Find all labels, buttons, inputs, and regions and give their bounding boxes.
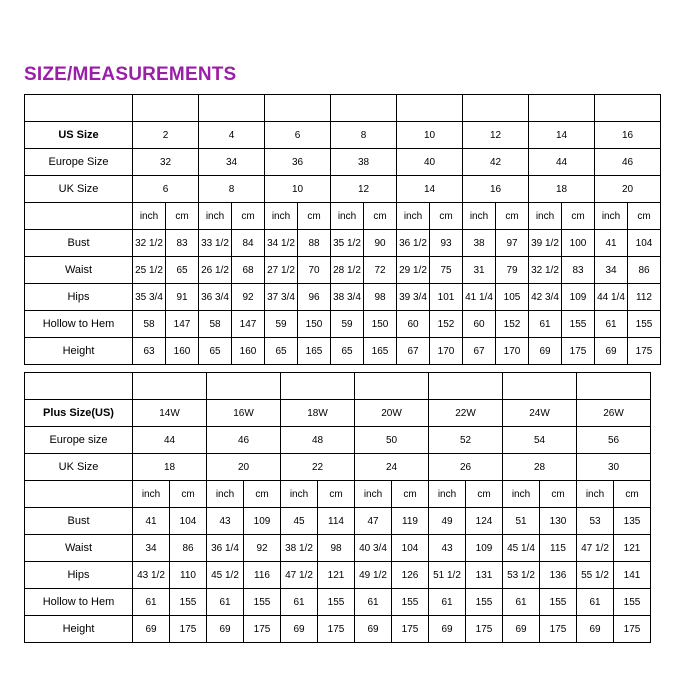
measure-cm-value: 175 [628, 338, 661, 365]
table-row [25, 338, 661, 365]
measure-cm-value: 83 [562, 257, 595, 284]
measure-inch-value: 58 [133, 311, 166, 338]
row-header-label: Waist [25, 535, 133, 562]
measure-inch-value: 41 1/4 [463, 284, 496, 311]
size-value: 52 [429, 427, 503, 454]
size-value: 54 [503, 427, 577, 454]
size-value: 26W [577, 400, 651, 427]
measure-inch-value: 45 1/4 [503, 535, 540, 562]
measure-inch-value: 69 [207, 616, 244, 643]
measure-cm-value: 135 [614, 508, 651, 535]
table-row [25, 311, 661, 338]
measure-cm-value: 86 [628, 257, 661, 284]
plus-size-chart [24, 372, 651, 643]
size-value: 12 [331, 176, 397, 203]
row-header-label: UK Size [25, 454, 133, 481]
measure-inch-value: 60 [397, 311, 430, 338]
measure-inch-value: 38 1/2 [281, 535, 318, 562]
measure-inch-value: 69 [595, 338, 628, 365]
measure-inch-value: 36 3/4 [199, 284, 232, 311]
size-value: 18 [529, 176, 595, 203]
measure-inch-value: 53 [577, 508, 614, 535]
size-value: 38 [331, 149, 397, 176]
unit-cm-label: cm [466, 481, 503, 508]
size-value: 26 [429, 454, 503, 481]
measure-cm-value: 155 [466, 589, 503, 616]
unit-inch-label: inch [463, 203, 496, 230]
size-value: 30 [577, 454, 651, 481]
measure-inch-value: 61 [577, 589, 614, 616]
blank-cell [281, 373, 355, 400]
standard-size-chart [24, 94, 661, 365]
unit-inch-label: inch [397, 203, 430, 230]
measure-inch-value: 61 [503, 589, 540, 616]
measure-inch-value: 41 [595, 230, 628, 257]
measure-inch-value: 51 [503, 508, 540, 535]
size-value: 24W [503, 400, 577, 427]
size-value: 44 [133, 427, 207, 454]
blank-cell [265, 95, 331, 122]
unit-cm-label: cm [244, 481, 281, 508]
measure-cm-value: 92 [244, 535, 281, 562]
unit-inch-label: inch [331, 203, 364, 230]
row-header-label: Waist [25, 257, 133, 284]
unit-cm-label: cm [170, 481, 207, 508]
measure-cm-value: 114 [318, 508, 355, 535]
row-header-label: Hollow to Hem [25, 589, 133, 616]
measure-cm-value: 109 [244, 508, 281, 535]
measure-cm-value: 130 [540, 508, 577, 535]
measure-inch-value: 44 1/4 [595, 284, 628, 311]
measure-cm-value: 101 [430, 284, 463, 311]
size-value: 8 [199, 176, 265, 203]
measure-inch-value: 38 3/4 [331, 284, 364, 311]
blank-cell [577, 373, 651, 400]
measure-inch-value: 26 1/2 [199, 257, 232, 284]
size-value: 10 [265, 176, 331, 203]
unit-cm-label: cm [392, 481, 429, 508]
size-value: 44 [529, 149, 595, 176]
unit-cm-label: cm [562, 203, 595, 230]
blank-cell [199, 95, 265, 122]
unit-inch-label: inch [133, 481, 170, 508]
row-header-label: Hips [25, 284, 133, 311]
measure-inch-value: 69 [355, 616, 392, 643]
measure-inch-value: 58 [199, 311, 232, 338]
measure-inch-value: 29 1/2 [397, 257, 430, 284]
size-value: 8 [331, 122, 397, 149]
measure-cm-value: 110 [170, 562, 207, 589]
plus-size-chart-container [24, 372, 651, 643]
size-value: 40 [397, 149, 463, 176]
blank-cell [503, 373, 577, 400]
measure-inch-value: 38 [463, 230, 496, 257]
measure-inch-value: 43 1/2 [133, 562, 170, 589]
measure-cm-value: 165 [298, 338, 331, 365]
measure-cm-value: 124 [466, 508, 503, 535]
measure-inch-value: 61 [529, 311, 562, 338]
measure-cm-value: 68 [232, 257, 265, 284]
measure-cm-value: 75 [430, 257, 463, 284]
table-row [25, 95, 661, 122]
size-value: 16W [207, 400, 281, 427]
measure-cm-value: 155 [614, 589, 651, 616]
measure-inch-value: 43 [207, 508, 244, 535]
measure-inch-value: 59 [331, 311, 364, 338]
measure-cm-value: 105 [496, 284, 529, 311]
measure-cm-value: 152 [496, 311, 529, 338]
size-value: 4 [199, 122, 265, 149]
measure-cm-value: 150 [298, 311, 331, 338]
measure-cm-value: 147 [166, 311, 199, 338]
unit-cm-label: cm [628, 203, 661, 230]
measure-inch-value: 67 [463, 338, 496, 365]
measure-cm-value: 97 [496, 230, 529, 257]
measure-inch-value: 47 1/2 [281, 562, 318, 589]
measure-cm-value: 141 [614, 562, 651, 589]
size-value: 14 [529, 122, 595, 149]
blank-cell [25, 95, 133, 122]
measure-cm-value: 136 [540, 562, 577, 589]
unit-cm-label: cm [166, 203, 199, 230]
measure-inch-value: 65 [331, 338, 364, 365]
blank-cell [25, 373, 133, 400]
measure-cm-value: 65 [166, 257, 199, 284]
measure-cm-value: 96 [298, 284, 331, 311]
measure-cm-value: 175 [562, 338, 595, 365]
table-row [25, 481, 651, 508]
unit-inch-label: inch [595, 203, 628, 230]
measure-cm-value: 88 [298, 230, 331, 257]
measure-inch-value: 69 [503, 616, 540, 643]
measure-inch-value: 55 1/2 [577, 562, 614, 589]
measure-inch-value: 36 1/2 [397, 230, 430, 257]
measure-inch-value: 32 1/2 [133, 230, 166, 257]
measure-cm-value: 126 [392, 562, 429, 589]
size-value: 22 [281, 454, 355, 481]
table-row [25, 203, 661, 230]
measure-inch-value: 45 [281, 508, 318, 535]
measure-inch-value: 25 1/2 [133, 257, 166, 284]
measure-inch-value: 49 1/2 [355, 562, 392, 589]
size-value: 22W [429, 400, 503, 427]
size-value: 18 [133, 454, 207, 481]
size-value: 14W [133, 400, 207, 427]
measure-cm-value: 104 [170, 508, 207, 535]
page-title: SIZE/MEASUREMENTS [24, 64, 237, 85]
measure-inch-value: 60 [463, 311, 496, 338]
row-header-label: Hips [25, 562, 133, 589]
measure-cm-value: 109 [466, 535, 503, 562]
measure-inch-value: 63 [133, 338, 166, 365]
unit-inch-label: inch [207, 481, 244, 508]
table-row [25, 535, 651, 562]
unit-inch-label: inch [265, 203, 298, 230]
measure-cm-value: 86 [170, 535, 207, 562]
measure-cm-value: 155 [562, 311, 595, 338]
size-value: 36 [265, 149, 331, 176]
unit-cm-label: cm [298, 203, 331, 230]
table-row [25, 400, 651, 427]
unit-inch-label: inch [281, 481, 318, 508]
measure-cm-value: 98 [364, 284, 397, 311]
measure-inch-value: 47 [355, 508, 392, 535]
row-header-label: UK Size [25, 176, 133, 203]
measure-cm-value: 175 [614, 616, 651, 643]
measure-inch-value: 61 [133, 589, 170, 616]
measure-inch-value: 34 1/2 [265, 230, 298, 257]
measure-cm-value: 175 [318, 616, 355, 643]
size-value: 10 [397, 122, 463, 149]
measure-cm-value: 119 [392, 508, 429, 535]
blank-cell [595, 95, 661, 122]
measure-inch-value: 67 [397, 338, 430, 365]
measure-cm-value: 90 [364, 230, 397, 257]
unit-inch-label: inch [429, 481, 466, 508]
measure-inch-value: 61 [429, 589, 466, 616]
size-value: 6 [265, 122, 331, 149]
measure-cm-value: 175 [392, 616, 429, 643]
table-row [25, 373, 651, 400]
measure-cm-value: 83 [166, 230, 199, 257]
blank-cell [397, 95, 463, 122]
measure-cm-value: 72 [364, 257, 397, 284]
measure-inch-value: 34 [595, 257, 628, 284]
unit-cm-label: cm [232, 203, 265, 230]
unit-inch-label: inch [199, 203, 232, 230]
row-header-label: Plus Size(US) [25, 400, 133, 427]
measure-cm-value: 79 [496, 257, 529, 284]
measure-inch-value: 43 [429, 535, 466, 562]
table-row [25, 257, 661, 284]
unit-inch-label: inch [577, 481, 614, 508]
measure-inch-value: 42 3/4 [529, 284, 562, 311]
table-row [25, 176, 661, 203]
measure-cm-value: 121 [318, 562, 355, 589]
unit-cm-label: cm [318, 481, 355, 508]
unit-cm-label: cm [430, 203, 463, 230]
unit-inch-label: inch [355, 481, 392, 508]
measure-inch-value: 35 3/4 [133, 284, 166, 311]
measure-inch-value: 61 [281, 589, 318, 616]
measure-cm-value: 104 [392, 535, 429, 562]
measure-inch-value: 47 1/2 [577, 535, 614, 562]
measure-inch-value: 69 [529, 338, 562, 365]
size-value: 16 [463, 176, 529, 203]
measure-inch-value: 61 [595, 311, 628, 338]
size-value: 56 [577, 427, 651, 454]
measure-cm-value: 150 [364, 311, 397, 338]
measure-cm-value: 175 [170, 616, 207, 643]
table-row [25, 508, 651, 535]
measure-cm-value: 70 [298, 257, 331, 284]
size-value: 6 [133, 176, 199, 203]
measure-cm-value: 152 [430, 311, 463, 338]
measure-inch-value: 41 [133, 508, 170, 535]
table-row [25, 562, 651, 589]
measure-inch-value: 33 1/2 [199, 230, 232, 257]
unit-cm-label: cm [496, 203, 529, 230]
measure-cm-value: 121 [614, 535, 651, 562]
measure-inch-value: 61 [355, 589, 392, 616]
row-header-label: US Size [25, 122, 133, 149]
unit-inch-label: inch [529, 203, 562, 230]
measure-inch-value: 69 [133, 616, 170, 643]
size-value: 48 [281, 427, 355, 454]
blank-cell [133, 95, 199, 122]
measure-cm-value: 155 [244, 589, 281, 616]
measure-cm-value: 91 [166, 284, 199, 311]
measure-inch-value: 65 [265, 338, 298, 365]
table-row [25, 122, 661, 149]
table-row [25, 616, 651, 643]
measure-cm-value: 170 [496, 338, 529, 365]
size-value: 46 [595, 149, 661, 176]
unit-row-label [25, 481, 133, 508]
measure-inch-value: 69 [429, 616, 466, 643]
size-value: 32 [133, 149, 199, 176]
row-header-label: Bust [25, 230, 133, 257]
table-row [25, 284, 661, 311]
measure-cm-value: 175 [244, 616, 281, 643]
measure-cm-value: 147 [232, 311, 265, 338]
table-row [25, 427, 651, 454]
unit-row-label [25, 203, 133, 230]
measure-cm-value: 92 [232, 284, 265, 311]
measure-cm-value: 116 [244, 562, 281, 589]
measure-cm-value: 160 [232, 338, 265, 365]
size-value: 34 [199, 149, 265, 176]
measure-cm-value: 155 [392, 589, 429, 616]
measure-inch-value: 34 [133, 535, 170, 562]
measure-inch-value: 61 [207, 589, 244, 616]
size-value: 42 [463, 149, 529, 176]
measure-inch-value: 69 [577, 616, 614, 643]
measure-cm-value: 155 [540, 589, 577, 616]
measure-cm-value: 115 [540, 535, 577, 562]
blank-cell [355, 373, 429, 400]
measure-inch-value: 65 [199, 338, 232, 365]
row-header-label: Bust [25, 508, 133, 535]
table-row [25, 589, 651, 616]
measure-cm-value: 84 [232, 230, 265, 257]
size-value: 46 [207, 427, 281, 454]
measure-cm-value: 175 [466, 616, 503, 643]
size-value: 16 [595, 122, 661, 149]
measure-cm-value: 175 [540, 616, 577, 643]
unit-cm-label: cm [364, 203, 397, 230]
measure-cm-value: 104 [628, 230, 661, 257]
measure-inch-value: 53 1/2 [503, 562, 540, 589]
row-header-label: Height [25, 616, 133, 643]
blank-cell [207, 373, 281, 400]
size-value: 2 [133, 122, 199, 149]
table-row [25, 149, 661, 176]
blank-cell [529, 95, 595, 122]
blank-cell [463, 95, 529, 122]
size-value: 28 [503, 454, 577, 481]
measure-inch-value: 49 [429, 508, 466, 535]
measure-inch-value: 59 [265, 311, 298, 338]
size-value: 14 [397, 176, 463, 203]
standard-size-chart-container [24, 94, 661, 365]
measure-inch-value: 39 1/2 [529, 230, 562, 257]
size-value: 20 [595, 176, 661, 203]
measure-inch-value: 45 1/2 [207, 562, 244, 589]
size-value: 12 [463, 122, 529, 149]
measure-inch-value: 32 1/2 [529, 257, 562, 284]
measure-inch-value: 27 1/2 [265, 257, 298, 284]
measure-inch-value: 35 1/2 [331, 230, 364, 257]
row-header-label: Height [25, 338, 133, 365]
size-value: 20W [355, 400, 429, 427]
size-value: 18W [281, 400, 355, 427]
measure-inch-value: 40 3/4 [355, 535, 392, 562]
size-value: 24 [355, 454, 429, 481]
measure-inch-value: 39 3/4 [397, 284, 430, 311]
unit-cm-label: cm [614, 481, 651, 508]
row-header-label: Europe size [25, 427, 133, 454]
size-value: 50 [355, 427, 429, 454]
measure-cm-value: 100 [562, 230, 595, 257]
table-row [25, 454, 651, 481]
row-header-label: Europe Size [25, 149, 133, 176]
size-value: 20 [207, 454, 281, 481]
measure-cm-value: 93 [430, 230, 463, 257]
table-row [25, 230, 661, 257]
row-header-label: Hollow to Hem [25, 311, 133, 338]
measure-inch-value: 28 1/2 [331, 257, 364, 284]
measure-cm-value: 155 [628, 311, 661, 338]
measure-cm-value: 155 [318, 589, 355, 616]
blank-cell [429, 373, 503, 400]
blank-cell [331, 95, 397, 122]
measure-cm-value: 155 [170, 589, 207, 616]
measure-inch-value: 69 [281, 616, 318, 643]
measure-cm-value: 131 [466, 562, 503, 589]
measure-cm-value: 109 [562, 284, 595, 311]
measure-cm-value: 98 [318, 535, 355, 562]
measure-cm-value: 112 [628, 284, 661, 311]
unit-inch-label: inch [503, 481, 540, 508]
unit-cm-label: cm [540, 481, 577, 508]
measure-inch-value: 51 1/2 [429, 562, 466, 589]
measure-inch-value: 36 1/4 [207, 535, 244, 562]
measure-cm-value: 160 [166, 338, 199, 365]
blank-cell [133, 373, 207, 400]
measure-cm-value: 170 [430, 338, 463, 365]
measure-inch-value: 31 [463, 257, 496, 284]
unit-inch-label: inch [133, 203, 166, 230]
measure-cm-value: 165 [364, 338, 397, 365]
measure-inch-value: 37 3/4 [265, 284, 298, 311]
